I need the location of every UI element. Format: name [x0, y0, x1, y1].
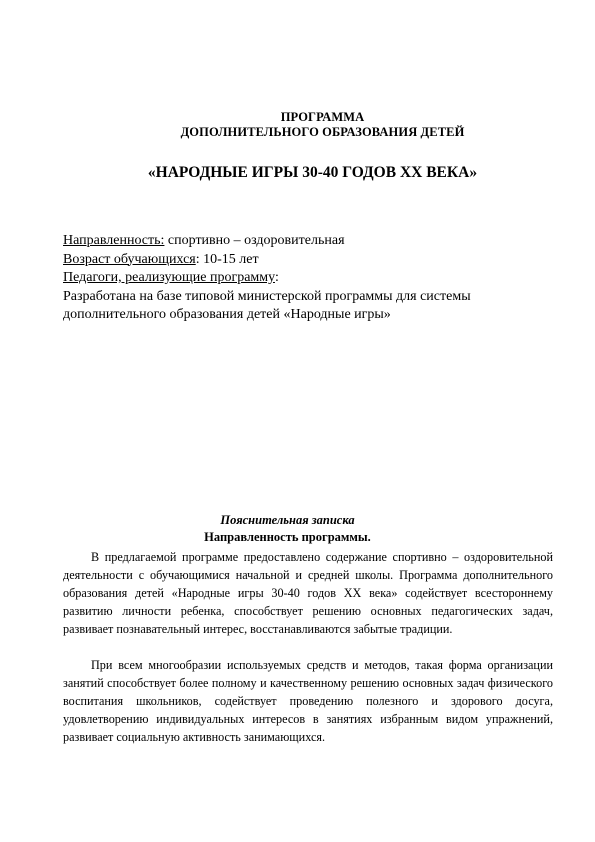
age-label: Возраст обучающихся — [63, 251, 196, 267]
paragraph-1: В предлагаемой программе предоставлено содержание спортивно – оздоровительной деятельности с обучающимися начальной и средней школы. Программа дополнительного образования детей «Народные игры 30-40 годов XX века» содействует всестороннему развитию личности ребенка, способствует решению основных педагогических задач, развивает познавательный интерес, восстанавливаются забытые традиции. — [63, 550, 553, 636]
paragraph-2: При всем многообразии используемых средств и методов, такая форма организации занятий способствует более полному и качественному решению основных задач физического воспитания школьников, содействует проведению полезного и здорового досуга, удовлетворению индивидуальных интересов в занятиях избранным видом упражнений, развивает социальную активность занимающихся. — [63, 658, 553, 744]
direction-value: спортивно – оздоровительная — [164, 233, 345, 248]
direction-row — [63, 232, 543, 251]
basis-line-1: Разработана на базе типовой министерской программы для системы — [63, 288, 471, 304]
program-info — [63, 232, 543, 325]
age-row — [63, 251, 543, 270]
direction-label: Направленность: — [63, 233, 165, 248]
direction-subheading: Направленность программы. — [204, 530, 371, 544]
program-subtitle: ДОПОЛНИТЕЛЬНОГО ОБРАЗОВАНИЯ ДЕТЕЙ — [180, 125, 465, 139]
teachers-row — [63, 269, 543, 288]
basis-line-2: дополнительного образования детей «Народные игры» — [63, 307, 391, 322]
program-title: «НАРОДНЫЕ ИГРЫ 30-40 ГОДОВ XX ВЕКА» — [147, 164, 478, 181]
age-value: : 10-15 лет — [195, 251, 259, 267]
teachers-colon: : — [274, 270, 279, 285]
program-label: ПРОГРАММА — [280, 110, 365, 124]
teachers-label: Педагоги, реализующие программу — [63, 270, 275, 285]
explanatory-note-heading: Пояснительная записка — [220, 513, 355, 527]
